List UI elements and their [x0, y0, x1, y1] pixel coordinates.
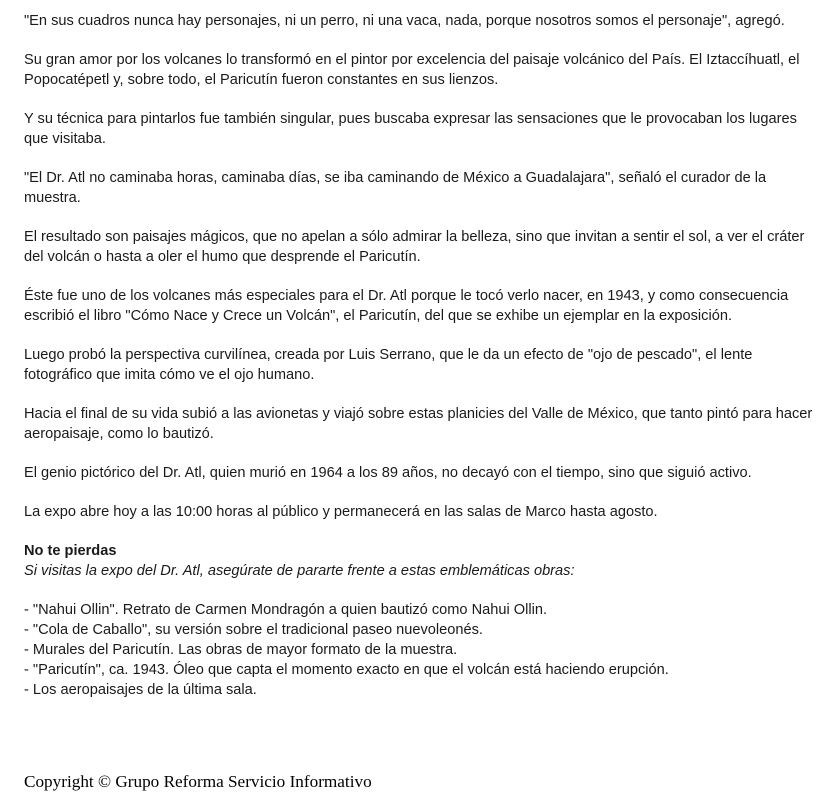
- paragraph: El resultado son paisajes mágicos, que no apelan a sólo admirar la belleza, sino que invitan a sentir el sol, a ver el cráter del volcán o hasta a oler el humo que desprende el Paricutín.: [24, 229, 805, 265]
- section-subtitle: Si visitas la expo del Dr. Atl, asegúrate de pararte frente a estas emblemáticas obras:: [24, 563, 575, 580]
- paragraph: El genio pictórico del Dr. Atl, quien murió en 1964 a los 89 años, no decayó con el tiempo, sino que siguió activo.: [24, 465, 752, 482]
- paragraph: Y su técnica para pintarlos fue también singular, pues buscaba expresar las sensaciones que le provocaban los lugares que visitaba.: [24, 111, 797, 147]
- paragraph: "En sus cuadros nunca hay personajes, ni un perro, ni una vaca, nada, porque nosotros somos el personaje", agregó.: [24, 13, 785, 29]
- paragraph: Luego probó la perspectiva curvilínea, creada por Luis Serrano, que le da un efecto de "ojo de pescado", el lente fotográfico que imita cómo ve el ojo humano.: [24, 347, 753, 383]
- section-intro: [24, 542, 814, 582]
- list-item: - "Cola de Caballo", su versión sobre el tradicional paseo nuevoleonés.: [24, 622, 483, 639]
- paragraph: Hacia el final de su vida subió a las avionetas y viajó sobre estas planicies del Valle de México, que tanto pintó para hacer aeropaisaje, como lo bautizó.: [24, 406, 813, 442]
- paragraph: "El Dr. Atl no caminaba horas, caminaba días, se iba caminando de México a Guadalajara", señaló el curador de la muestra.: [24, 170, 767, 206]
- copyright-notice: Copyright © Grupo Reforma Servicio Informativo: [24, 772, 372, 791]
- paragraph: Su gran amor por los volcanes lo transformó en el pintor por excelencia del paisaje volcánico del País. El Iztaccíhuatl, el Popocatépetl y, sobre todo, el Paricutín fueron constantes en sus lienzos.: [24, 52, 800, 88]
- works-list: [24, 601, 814, 700]
- section-title: No te pierdas: [24, 543, 117, 560]
- list-item: - "Nahui Ollin". Retrato de Carmen Mondragón a quien bautizó como Nahui Ollin.: [24, 602, 548, 619]
- paragraph: La expo abre hoy a las 10:00 horas al público y permanecerá en las salas de Marco hasta agosto.: [24, 504, 658, 521]
- paragraph: Éste fue uno de los volcanes más especiales para el Dr. Atl porque le tocó verlo nacer, en 1943, y como consecuencia escribió el libro "Cómo Nace y Crece un Volcán", el Paricutín, del que se exhibe un ejemplar en la exposición.: [24, 288, 789, 324]
- list-item: - Los aeropaisajes de la última sala.: [24, 681, 257, 698]
- list-item: - Murales del Paricutín. Las obras de mayor formato de la muestra.: [24, 642, 458, 659]
- list-item: - "Paricutín", ca. 1943. Óleo que capta el momento exacto en que el volcán está haciendo erupción.: [24, 661, 669, 678]
- article-body: [24, 12, 814, 700]
